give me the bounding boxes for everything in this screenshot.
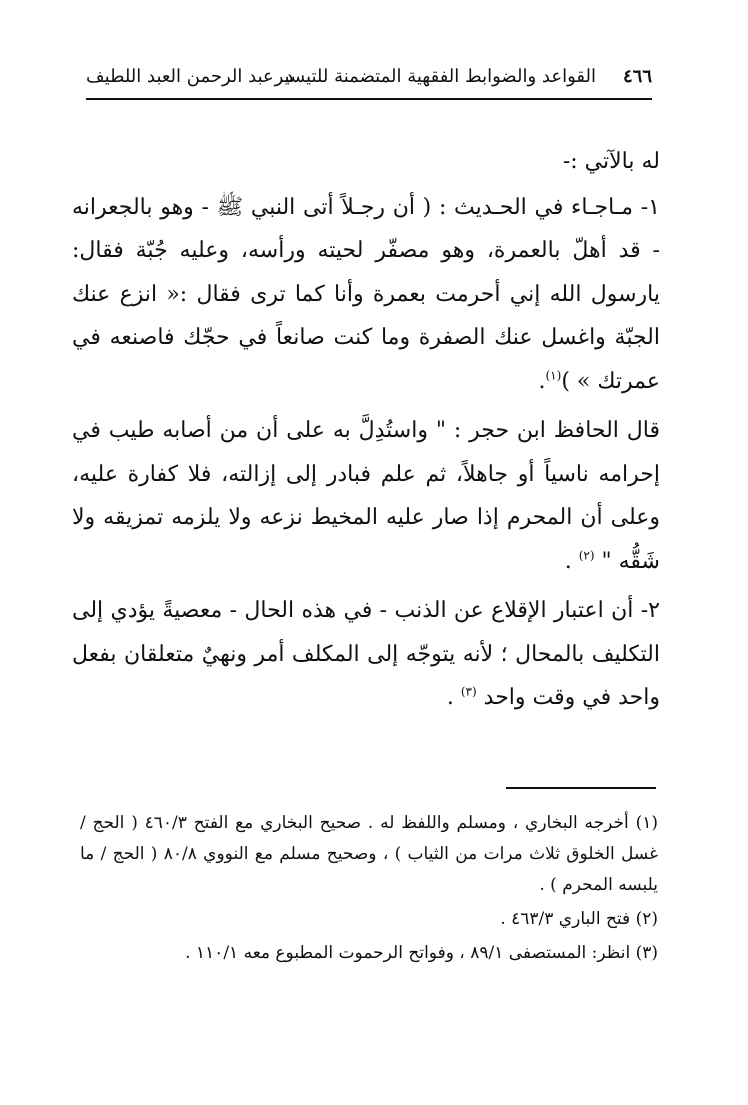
- paragraph-point-1: [72, 186, 660, 404]
- intro-line: له بالآتي :-: [562, 149, 660, 174]
- paragraph-quote: [72, 409, 660, 583]
- point-1-text: ١- مـاجـاء في الحـديث : ( أن رجـلاً أتى النبي ﷺ - وهو بالجعرانه - قد أهلّ بالعمرة، وهو مصفّر لحيته ورأسه، وعليه جُبّة فقال: يارسول الله إني أحرمت بعمرة وأنا كما ترى فقال :« انزع عنك الجبّة واغسل عنك الصفرة وما كنت صانعاً في حجّك فاصنعه في عمرتك » ): [72, 194, 660, 394]
- point-1-end: .: [538, 368, 546, 394]
- footnote-2: (٢) فتح الباري ٤٦٣/٣ .: [500, 909, 658, 929]
- footnotes: [80, 808, 658, 972]
- point-2-end: .: [446, 685, 454, 710]
- footnote-ref-3: (٣): [460, 684, 477, 699]
- quote-text: قال الحافظ ابن حجر : " واستُدِلَّ به على أن من أصابه طيب في إحرامه ناسياً أو جاهلاً، ثم علم فبادر إلى إزالته، فلا كفارة عليه، وعلى أن المحرم إذا صار عليه المخيط نزعه ولا يلزمه تمزيقه ولا شَقُّه ": [72, 418, 660, 574]
- paragraph-point-2: [72, 589, 660, 720]
- running-header: [86, 62, 652, 100]
- quote-end: .: [564, 548, 572, 574]
- footnote-3: (٣) انظر: المستصفى ٨٩/١ ، وفواتح الرحموت المطبوع معه ١١٠/١ .: [185, 943, 658, 963]
- main-text: [72, 140, 660, 726]
- author-name: د. عبد الرحمن العبد اللطيف: [86, 66, 294, 87]
- page-number: ٤٦٦: [622, 66, 652, 87]
- book-title: القواعد والضوابط الفقهية المتضمنة للتيسير: [274, 66, 596, 87]
- footnote-ref-2: (٢): [578, 548, 595, 563]
- footnote-1: (١) أخرجه البخاري ، ومسلم واللفظ له . صحيح البخاري مع الفتح ٤٦٠/٣ ( الحج / غسل الخلوق ثلاث مرات من الثياب ) ، وصحيح مسلم مع النووي ٨٠/٨ ( الحج / ما يلبسه المحرم ) .: [80, 813, 658, 895]
- point-2-text: ٢- أن اعتبار الإقلاع عن الذنب - في هذه الحال - معصيةً يؤدي إلى التكليف بالمحال ؛ لأنه يتوجّه إلى المكلف أمر ونهيٌ متعلقان بفعل واحد في وقت واحد: [72, 598, 660, 710]
- footnote-ref-1: (١): [545, 368, 562, 383]
- footnote-divider: [506, 787, 656, 789]
